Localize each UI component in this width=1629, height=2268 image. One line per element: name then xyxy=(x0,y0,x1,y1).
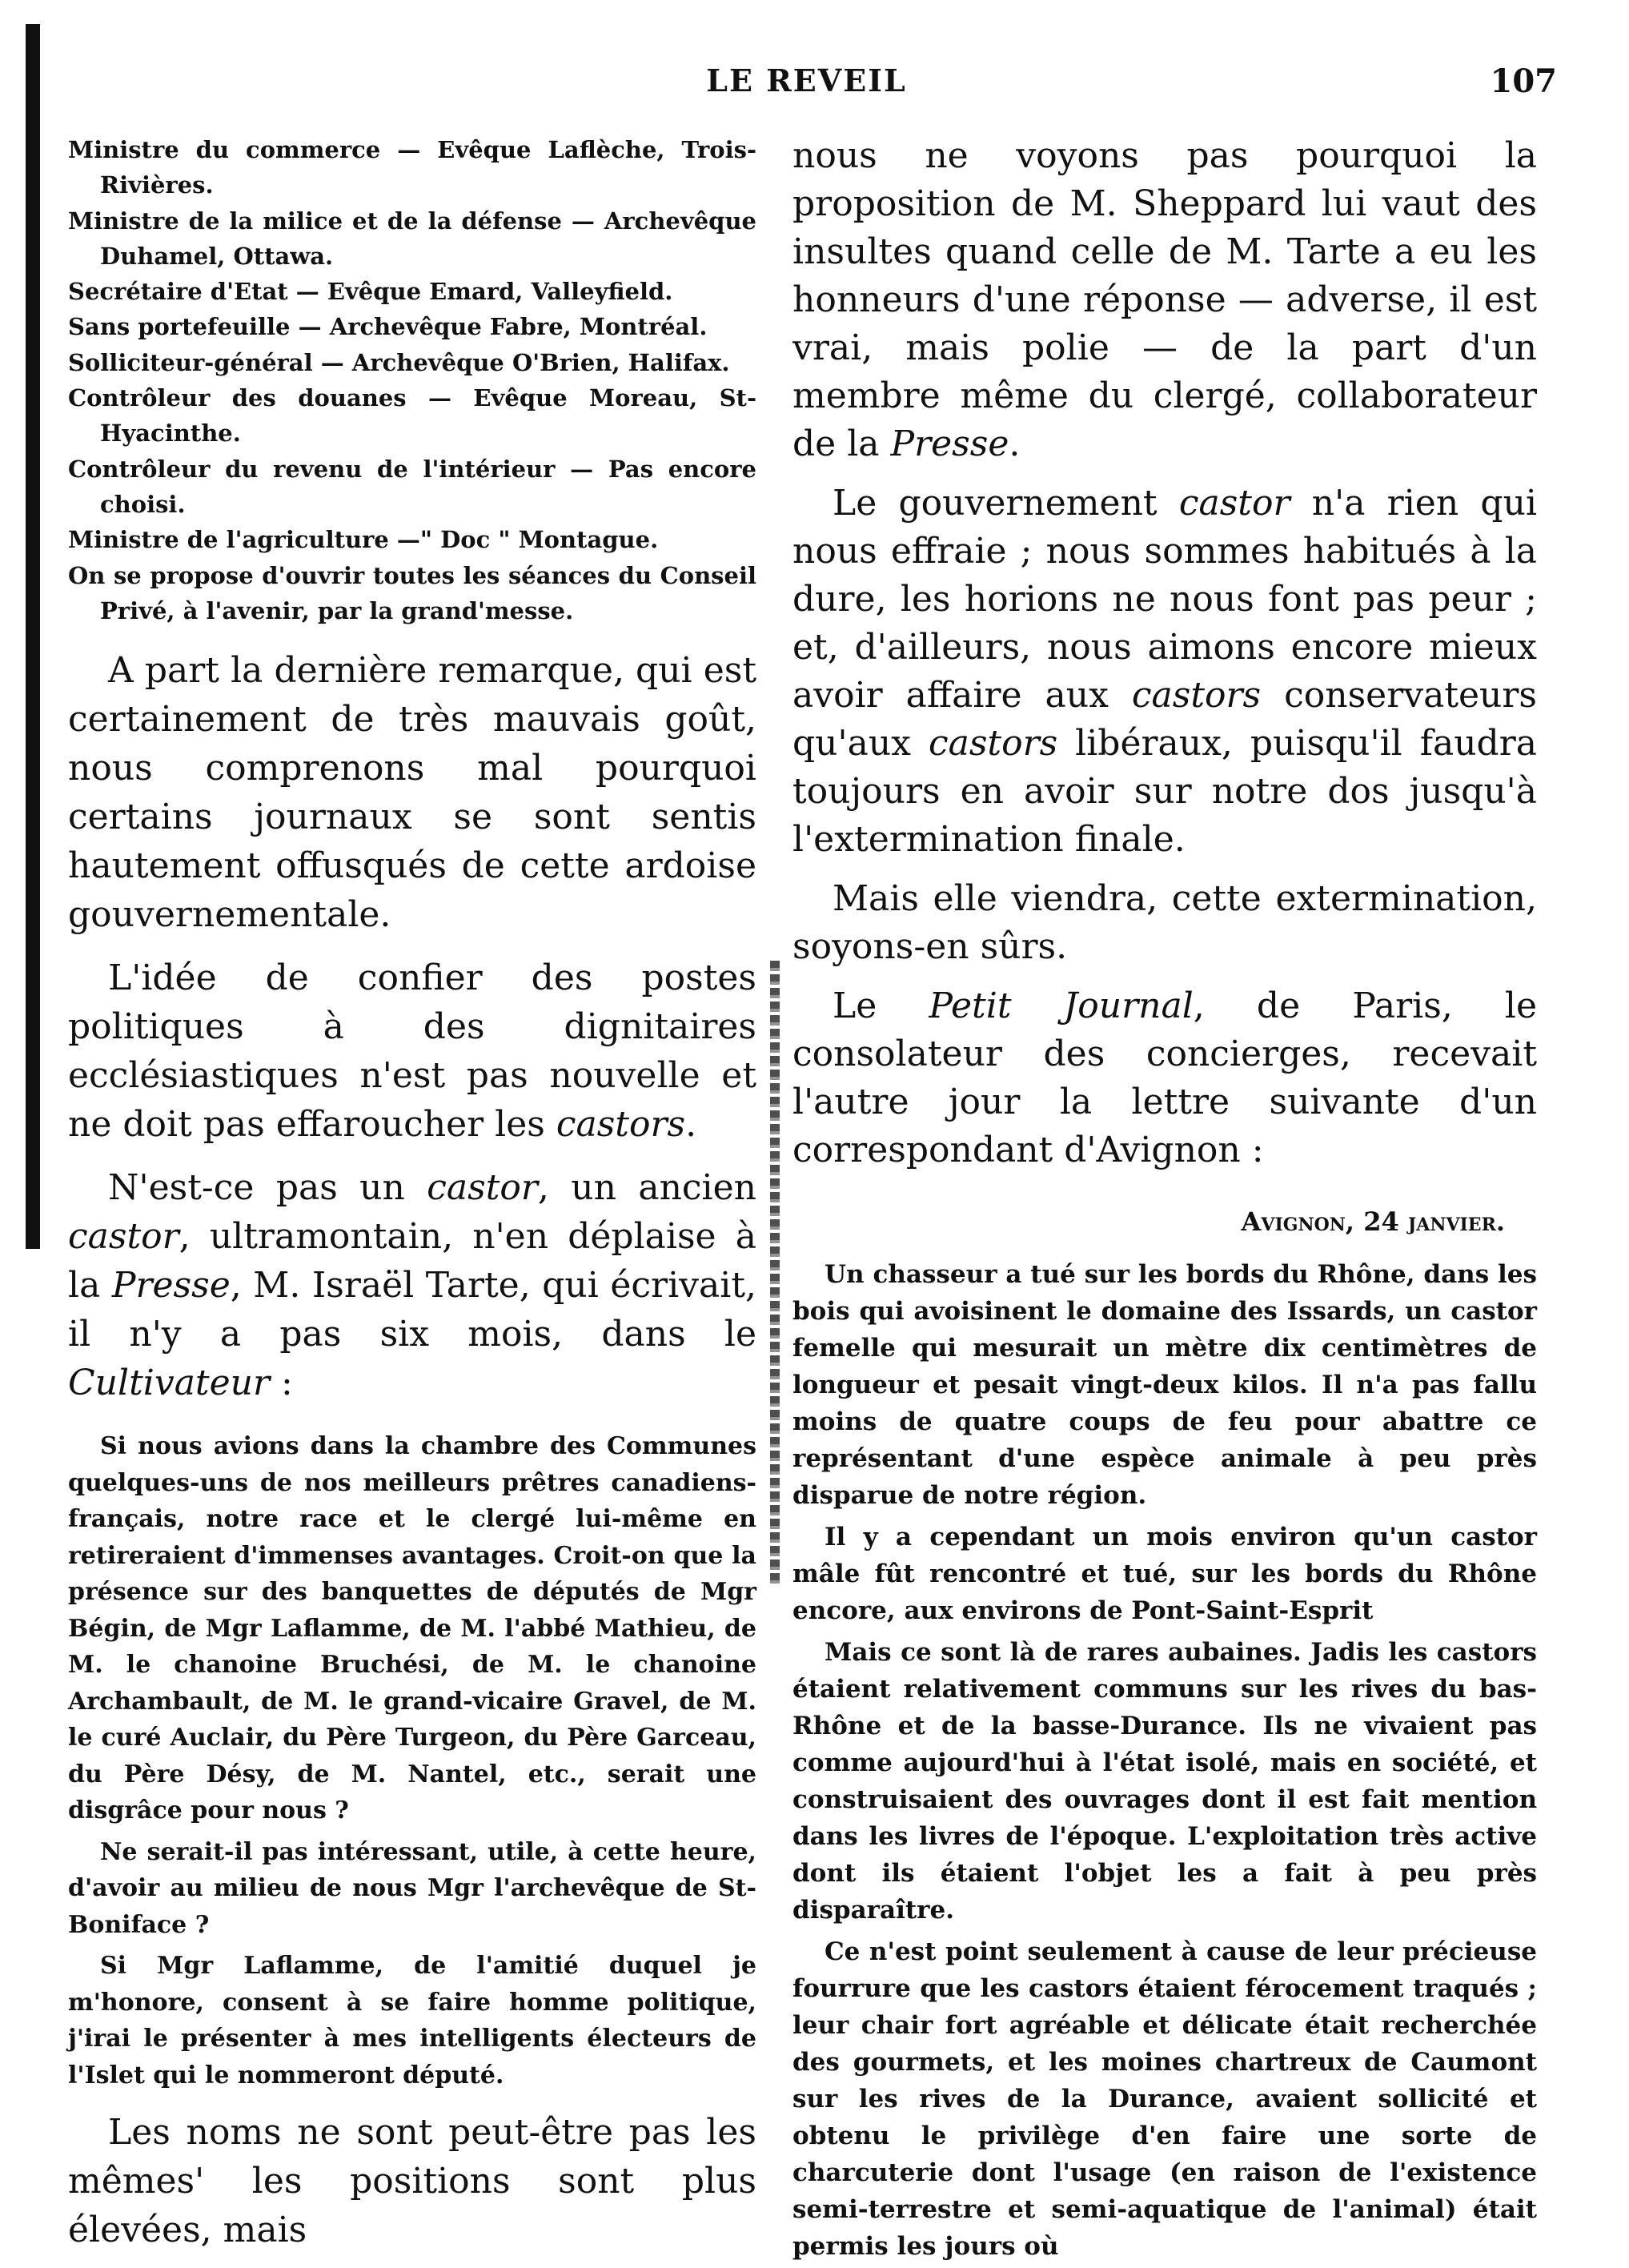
dateline: Avignon, 24 janvier. xyxy=(1241,1206,1505,1237)
list-item: Ministre du commerce — Evêque Laflèche, Trois-Rivières. xyxy=(68,136,756,199)
right-column xyxy=(792,132,1537,2265)
body-paragraph: N'est-ce pas un castor, un ancien castor, ultramontain, n'en déplaise à la Presse, M. Israël Tarte, qui écrivait, il n'y a pas six mois, dans le Cultivateur : xyxy=(68,1167,757,1404)
body-paragraph: Le Petit Journal, de Paris, le consolateur des concierges, recevait l'autre jour la lettre suivante d'un correspondant d'Avignon : xyxy=(792,985,1538,1170)
binding-edge xyxy=(26,24,40,1249)
list-item: Contrôleur du revenu de l'intérieur — Pas encore choisi. xyxy=(68,455,756,518)
running-title: LE REVEIL xyxy=(706,62,907,98)
body-paragraph: nous ne voyons pas pourquoi la proposition de M. Sheppard lui vaut des insultes quand celle de M. Tarte a eu les honneurs d'une réponse — adverse, il est vrai, mais polie — de la part d'un membre même du clergé, collaborateur de la Presse. xyxy=(792,135,1537,464)
body-paragraph: Mais elle viendra, cette extermination, soyons-en sûrs. xyxy=(792,878,1537,967)
quoted-paragraph: Mais ce sont là de rares aubaines. Jadis les castors étaient relativement communs sur les rives du bas-Rhône et de la basse-Durance. Ils ne vivaient pas comme aujourd'hui à l'état isolé, mais en société, et construisaient des ouvrages dont il est fait mention dans les livres de l'époque. L'exploitation très active dont ils étaient l'objet les a fait à peu près disparaître. xyxy=(792,1638,1537,1925)
quoted-paragraph: Ne serait-il pas intéressant, utile, à cette heure, d'avoir au milieu de nous Mgr l'archevêque de St-Boniface ? xyxy=(68,1837,756,1939)
list-item: Contrôleur des douanes — Evêque Moreau, St-Hyacinthe. xyxy=(68,384,756,448)
list-item: Sans portefeuille — Archevêque Fabre, Montréal. xyxy=(68,313,708,341)
body-paragraph: A part la dernière remarque, qui est certainement de très mauvais goût, nous comprenons mal pourquoi certains journaux se sont sentis hautement offusqués de cette ardoise gouvernementale. xyxy=(68,650,756,936)
quoted-paragraph: Un chasseur a tué sur les bords du Rhône, dans les bois qui avoisinent le domaine des Issards, un castor femelle qui mesurait un mètre dix centimètres de longueur et pesait vingt-deux kilos. Il n'a pas fallu moins de quatre coups de feu pour abattre ce représentant d'une espèce animale à peu près disparue de notre région. xyxy=(792,1260,1537,1510)
quoted-paragraph: Si Mgr Laflamme, de l'amitié duquel je m'honore, consent à se faire homme politique, j'irai le présenter à mes intelligents électeurs de l'Islet qui le nommeront député. xyxy=(68,1952,756,2089)
list-item: Ministre de la milice et de la défense — Archevêque Duhamel, Ottawa. xyxy=(68,207,756,270)
body-paragraph: Le gouvernement castor n'a rien qui nous effraie ; nous sommes habitués à la dure, les horions ne nous font pas peur ; et, d'ailleurs, nous aimons encore mieux avoir affaire aux castors conservateurs qu'aux castors libéraux, puisqu'il faudra toujours en avoir sur notre dos jusqu'à l'extermination finale. xyxy=(792,483,1537,860)
quoted-paragraph: Ce n'est point seulement à cause de leur précieuse fourrure que les castors étaient férocement traqués ; leur chair fort agréable et délicate était recherchée des gourmets, et les moines chartreux de Caumont sur les rives de la Durance, avaient sollicité et obtenu le privilège d'en faire une sorte de charcuterie dont l'usage (en raison de l'existence semi-terrestre et semi-aquatique de l'animal) était permis les jours où xyxy=(792,1937,1537,2261)
list-item: Solliciteur-général — Archevêque O'Brien, Halifax. xyxy=(68,348,730,376)
page-number: 107 xyxy=(1490,62,1557,100)
page-header xyxy=(56,62,1557,110)
column-gutter-smudge xyxy=(770,961,780,1585)
body-paragraph: Les noms ne sont peut-être pas les mêmes' les positions sont plus élevées, mais xyxy=(68,2112,756,2251)
list-item: Secrétaire d'Etat — Evêque Emard, Valleyfield. xyxy=(68,278,673,306)
left-column xyxy=(68,132,756,2254)
quoted-paragraph: Si nous avions dans la chambre des Communes quelques-uns de nos meilleurs prêtres canadiens-français, notre race et le clergé lui-même en retireraient d'immenses avantages. Croit-on que la présence sur des banquettes de députés de Mgr Bégin, de Mgr Laflamme, de M. l'abbé Mathieu, de M. le chanoine Bruchési, de M. le chanoine Archambault, de M. le grand-vicaire Gravel, de M. le curé Auclair, du Père Turgeon, du Père Garceau, du Père Désy, de M. Nantel, etc., serait une disgrâce pour nous ? xyxy=(68,1432,756,1825)
list-item: Ministre de l'agriculture —" Doc " Montague. xyxy=(68,526,659,554)
body-paragraph: L'idée de confier des postes politiques à des dignitaires ecclésiastiques n'est pas nouvelle et ne doit pas effaroucher les castors. xyxy=(68,957,756,1146)
quoted-paragraph: Il y a cependant un mois environ qu'un castor mâle fût rencontré et tué, sur les bords du Rhône encore, aux environs de Pont-Saint-Esprit xyxy=(792,1523,1537,1625)
list-item: On se propose d'ouvrir toutes les séances du Conseil Privé, à l'avenir, par la grand'messe. xyxy=(68,561,756,624)
